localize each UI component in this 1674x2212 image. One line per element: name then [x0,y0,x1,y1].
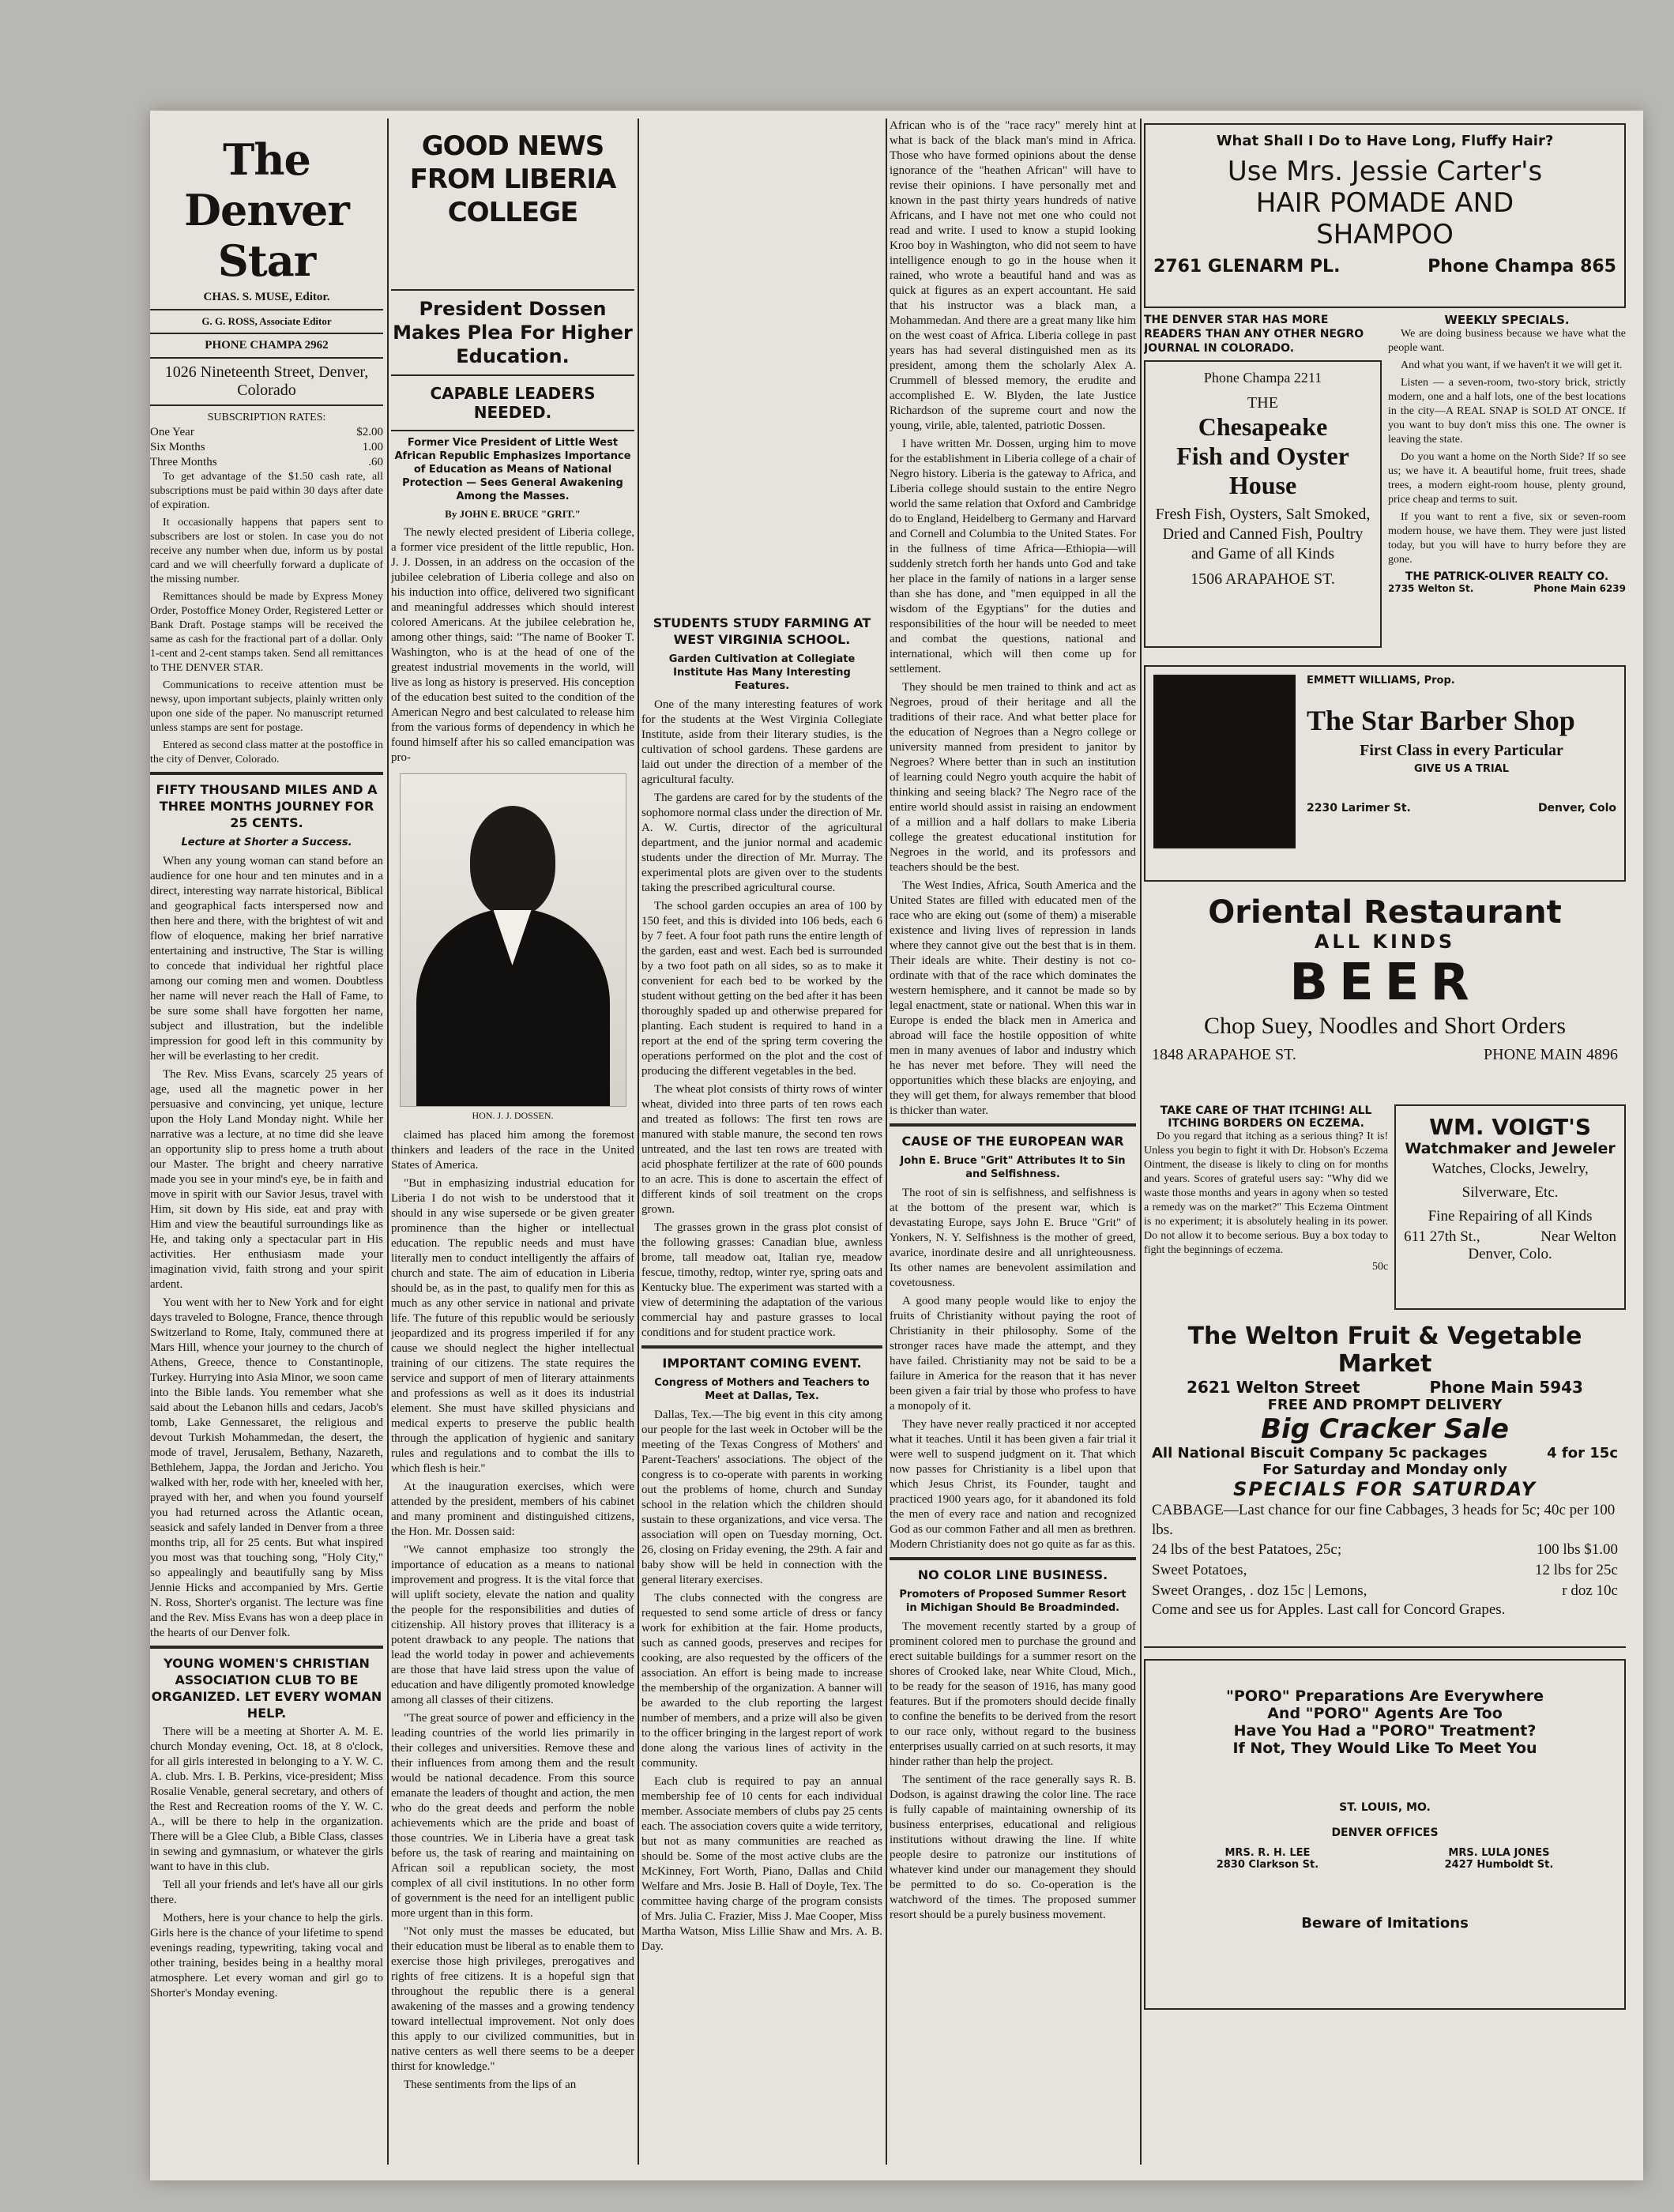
wv-para: The grasses grown in the grass plot consist of the following grasses: Canadian blue, awnless brome, tall meadow oat, Italian rye, meadow fescue, timothy, redtop, winter rye, spring oats and Kentucky blue. The experiment was started with a view of determining the adaptation of the various commercial hay and pasture grasses to local conditions and for student practice work. [641,1221,882,1339]
liberia-para: claimed has placed him among the foremost thinkers and leaders of the race in the United States of America. [391,1129,634,1172]
weekly-para: Listen — a seven-room, two-story brick, strictly modern, one and a half lots, one of the best locations in the city—A REAL SNAP is SOLD AT ONCE. If you want to buy don't miss this one. The owner is leaving the state. [1388,377,1626,446]
column-rule [638,118,639,2165]
weekly-title: WEEKLY SPECIALS. [1444,313,1570,327]
event-headline: IMPORTANT COMING EVENT. [662,1356,862,1371]
poro-line4: If Not, They Would Like To Meet You [1232,1740,1537,1757]
liberia-headline: GOOD NEWS FROM LIBERIA COLLEGE [409,130,616,228]
weekly-para: And what you want, if we haven't it we will get it. [1401,359,1623,371]
welton-cabbage: CABBAGE—Last chance for our fine Cabbages, 3 heads for 5c; 40c per 100 lbs. [1152,1502,1616,1538]
oriental-beer: BEER [1289,954,1480,1012]
barber-owner: EMMETT WILLIAMS, Prop. [1307,675,1455,687]
editor-line: CHAS. S. MUSE, Editor. [203,291,330,303]
voigt-city: Denver, Colo. [1468,1246,1552,1262]
liberia-para: At the inauguration exercises, which were attended by the president, members of his cabinet and many prominent and distinguished citizens, the Hon. Mr. Dossen said: [391,1480,634,1538]
voigt-line1: Watches, Clocks, Jewelry, [1431,1161,1589,1177]
carter-product: Use Mrs. Jessie Carter's [1227,156,1543,187]
poro-offices: DENVER OFFICES [1331,1826,1439,1839]
welton-name: The Welton Fruit & Vegetable Market [1187,1322,1582,1378]
fifty-para: You went with her to New York and for eight days traveled to Bologne, France, thence through Switzerland to Rome, Italy, communed there at Mars Hill, whence your journey to the church of Athens, Greece, thence to Constantinople, Turkey. Hurrying into Asia Minor, we soon came into the Bible lands. You remember what she said about the Lebanon hills and cedars, Jacob's tomb, Lake Gennessaret, the religious and devout Turkish Mohammedan, the desert, the mode of travel, Jerusalem, Bethany, Nazareth, Bethlehem, Jappa, the Jordan and Jericho. You walked with her, rode with her, kneeled with her, prayed with her, and when you found yourself you had returned across the Atlantic ocean, seasick and safely landed in Denver from a three months trip, all for 25 cents. But what inspired you most was that touching song, "Holy City," so appealingly and beautifully sang by Miss Jennie Hicks and accompanied by Mrs. Gertie N. Ross, Shorter's organist. The lecture was fine and the Rev. Miss Evans has won a deep place in the hearts of our Denver folk. [150,1296,383,1639]
readers-notice: THE DENVER STAR HAS MORE READERS THAN ANY OTHER NEGRO JOURNAL IN COLORADO. [1144,314,1364,355]
race-para: The West Indies, Africa, South America and the United States are filled with educated men of the race who are eking out (some of them) a miserable existence and living lives of repression in lands where they cannot give out the best that is in them. Their ideals are white. Their destiny is not co-ordinate with that of the race which dominates the western hemisphere, and it cannot be made so by legal enactment, state or national. When this war in Europe is ended the black men in America and abroad will face the hostile opposition of white men in many avenues of labor and industry which he has never met before. They will need the opportunities which these blacks are enjoying, and they will get them, for always remember that blood is thicker than water. [890,879,1136,1117]
voigt-near: Near Welton [1540,1228,1616,1245]
weekly-phone: Phone Main 6239 [1533,583,1626,594]
notice-cash: To get advantage of the $1.50 cash rate, all subscriptions must be paid within 30 days after date of expiration. [150,471,383,511]
portrait-caption: HON. J. J. DOSSEN. [472,1110,554,1121]
chesapeake-name3: House [1228,471,1297,499]
chesapeake-the: THE [1247,394,1278,412]
welton-item: Sweet Oranges, . doz 15c | Lemons, r doz 10c [1152,1582,1618,1599]
ads-column [1144,118,1626,2165]
poro-line2: And "PORO" Agents Are Too [1267,1705,1503,1722]
poro-agent2-address: 2427 Humboldt St. [1444,1859,1554,1871]
ywca-para: Tell all your friends and let's have all our girls there. [150,1879,383,1906]
wv-para: The gardens are cared for by the students of the sophomore normal class under the direction of Mr. A. W. Curtis, director of the agricultural department, and the junior normal and academic students under the direction of Mr. Murray. The experimental plots are given over to the students taking the prescribed agricultural course. [641,792,882,894]
rate-row: Three Months .60 [150,456,383,468]
poro-agent1: MRS. R. H. LEE [1224,1847,1311,1859]
liberia-para: "Not only must the masses be educated, but their education must be liberal as to enable them to exercise those high privileges, prerogatives and rights of free citizens. It is a hopeful sign that throughout the republic there is a general awakening of the masses and a growing tendency toward intellectual improvement. Not only does this apply to our civilized communities, but in native centers as well there seems to be a deeper thirst for knowledge." [391,1925,634,2073]
wv-para: The wheat plot consists of thirty rows of winter wheat, divided into three parts of ten rows each and treated as follows: The first ten rows are manured with stable manure, the second ten rows untreated, and the last ten rows are treated with acid phosphate fertilizer at the rate of 600 pounds to an acre. This is done to ascertain the effect of different kinds of soil treatment on the crops grown. [641,1083,882,1216]
dossen-portrait [400,773,626,1107]
oriental-address: 1848 ARAPAHOE ST. [1152,1046,1296,1063]
eczema-price: 50c [1371,1261,1389,1273]
fifty-headline: FIFTY THOUSAND MILES AND A THREE MONTHS JOURNEY FOR 25 CENTS. [156,782,378,830]
wv-para: One of the many interesting features of work for the students at the West Virginia Collegiate Institute, aside from their literary studies, is the cultivation of school gardens. These gardens are laid out under the direction of a member of the agricultural faculty. [641,698,882,786]
column-rule [1140,118,1142,2165]
wv-headline: STUDENTS STUDY FARMING AT WEST VIRGINIA SCHOOL. [653,615,871,647]
welton-nbc-when: For Saturday and Monday only [1262,1462,1507,1478]
voigt-line2: Silverware, Etc. [1461,1184,1559,1201]
war-headline: CAUSE OF THE EUROPEAN WAR [901,1134,1124,1149]
column-4 [890,118,1136,2165]
ad-voigt [1394,1104,1626,1310]
oriental-name: Oriental Restaurant [1208,894,1562,931]
column-2 [391,118,634,2165]
welton-address: 2621 Welton Street [1187,1378,1360,1397]
ywca-para: Mothers, here is your chance to help the girls. Girls here is the chance of your lifetime to spend evenings reading, typewriting, taking vocal and other training, besides being in a healthy moral atmosphere. Let every woman and girl go to Shorter's Monday evening. [150,1912,383,1999]
voigt-line3: Fine Repairing of all Kinds [1428,1208,1593,1224]
associate-line: G. G. ROSS, Associate Editor [201,315,332,327]
chesapeake-address: 1506 ARAPAHOE ST. [1191,570,1335,588]
column-3 [641,118,882,2165]
poro-beware: Beware of Imitations [1301,1915,1469,1932]
rate-row: One Year $2.00 [150,426,383,438]
weekly-para: If you want to rent a five, six or seven-room modern house, we have them. They were just listed today, but you will have to hurry before they are gone. [1388,511,1626,566]
welton-item: Sweet Potatoes, 12 lbs for 25c [1152,1562,1618,1578]
poro-line1: "PORO" Preparations Are Everywhere [1226,1687,1544,1705]
voigt-address: 611 27th St., [1404,1228,1480,1245]
liberia-para: "The great source of power and efficiency in the leading countries of the world lies primarily in their colleges and universities. Remove these and their influences from among them and the result would be national decadence. From this source emanate the leaders of thought and action, the men who do the great deeds and perform the noble achievements which are the pride and boast of those countries. We in Liberia have a great task before us, the task of rearing and maintaining on African soil a republican society, the most complex of all civil institutions. In no other form of government is the need for an intelligent public more urgent than in this form. [391,1712,634,1920]
chesapeake-body: Fresh Fish, Oysters, Salt Smoked, Dried and Canned Fish, Poultry and Game of all Kinds [1155,506,1371,562]
ywca-para: There will be a meeting at Shorter A. M. E. church Monday evening, Oct. 18, at 8 o'clock, for all girls interested in belonging to a Y. W. C. A. club. Mrs. I. B. Perkins, vice-president; Miss Rosalie Venable, general secretary, and others of the Rest and Recreation rooms of the Y. W. C. A., will be there to help in the organization. There will be a Glee Club, a Bible Class, classes in sewing and gymnasium, or whatever the girls want to have in this club. [150,1725,383,1873]
column-1 [150,118,383,2165]
colorline-deck: Promoters of Proposed Summer Resort in Michigan Should Be Broadminded. [899,1589,1127,1614]
masthead-title: The Denver Star [184,134,349,286]
poro-line3: Have You Had a "PORO" Treatment? [1233,1722,1537,1740]
welton-item: 24 lbs of the best Patatoes, 25c; 100 lbs $1.00 [1152,1541,1618,1558]
barber-tag: First Class in every Particular [1360,742,1563,759]
oriental-tag: Chop Suey, Noodles and Short Orders [1203,1013,1566,1039]
poro-agent1-address: 2830 Clarkson St. [1216,1859,1319,1871]
voigt-trade: Watchmaker and Jeweler [1405,1140,1616,1157]
liberia-deck2: CAPABLE LEADERS NEEDED. [430,384,596,422]
wv-deck: Garden Cultivation at Collegiate Institute Has Many Interesting Features. [668,653,856,692]
ywca-headline: YOUNG WOMEN'S CHRISTIAN ASSOCIATION CLUB TO BE ORGANIZED. LET EVERY WOMAN HELP. [151,1656,382,1721]
liberia-para: "But in emphasizing industrial education for Liberia I do not wish to be understood that it should in any wise supersede or be given greater prominence than the higher or intellectual education. The republic needs and must have literally men to conduct intelligently the affairs of church and state. The aim of education in Liberia should be, as in the past, to qualify men for this as much as any other service in national and private life. The future of this republic would be seriously jeopardized and its progress imperiled if for any cause we should neglect the higher intellectual training of our citizens. The state requires the service and support of men of literary attainments and professions as well as it does its industrial element. She must have skilled physicians and medical experts to preserve the public health through the application of hygienic and sanitary rules and regulations and to combat the ills to which flesh is heir." [391,1177,634,1475]
liberia-para: "We cannot emphasize too strongly the importance of education as a means to national improvement and progress. It is the vital force that will uplift society, elevate the nation and quality the people for the responsibilities and duties of citizenship. All history proves that illiteracy is a potent drawback to any people. The nations that lead the world today in power and achievements are those that have laid stress upon the value of education and have diligently promoted knowledge among all classes of their citizens. [391,1544,634,1706]
ad-oriental [1144,886,1626,1100]
weekly-firm: THE PATRICK-OLIVER REALTY CO. [1405,570,1609,583]
event-para: Dallas, Tex.—The big event in this city among our people for the last week in October will be the meeting of the Texas Congress of Mothers' and Parent-Teachers' associations. The object of the congress is to co-operate with parents in working out the problems of home, church and Sunday school in the relation which the children should sustain to these organizations, and vice versa. The association will open on Tuesday morning, Oct. 26, closing on Friday evening, the 29th. A fair and baby show will be held in connection with the general literary exercises. [641,1409,882,1586]
colorline-headline: NO COLOR LINE BUSINESS. [917,1567,1108,1582]
fifty-para: The Rev. Miss Evans, scarcely 25 years of age, used all the magnetic power in her persuasive and convincing, yet unique, lecture upon the Holy Land Monday night. While her narrative was a lecture, at no time did she leave an opportunity slip to press home a truth about our Master. The bright and cheery narrative made you see in your mind's eye, be in faith and move in spirit with our Savior Jesus, travel with Him, sit down by His side, eat and pray with Him and view the beautiful surroundings like as He, and taking only a spectacular part in His activities. Her enthusiasm made your imagination vivid, faith strong and your spirit ardent. [150,1068,383,1291]
race-para: They should be men trained to think and act as Negroes, proud of their heritage and all the traditions of their race. And what better place for the education of Negroes than a Negro college or university manned from president to janitor by Negroes? Where better than in such an institution of learning could Negro youth acquire the habit of thinking and seeing black? The Negro race of the entire world should assist in raising an endowment of a million and a half dollars to make Liberia college the greatest educational institution for Negroes in the world, and its professors and teachers should be the best. [890,681,1136,874]
war-deck: John E. Bruce "Grit" Attributes It to Sin and Selfishness. [900,1155,1126,1180]
notice-comms: Communications to receive attention must be newsy, upon important subjects, plainly written only upon one side of the paper. No manuscript returned unless stamps are sent for postage. [150,679,383,734]
ad-carter-hair [1144,123,1626,308]
race-para: African who is of the "race racy" merely hint at what is back of the black man's mind in Africa. Those who have formed opinions about the dense ignorance of the "heathen African" will have to revise their opinions. I have personally met and known in the past thirty years hundreds of native Africans, and I have not met one who could not read and write. I used to know a stupid looking Kroo boy in Washington, who did not seem to have intelligence enough to go in the house when it rained, who wrote a beautiful hand and was as quick at figures as an expert accountant. He said that his instructor was a black man, a Mohammedan. And there are a great many like him on the west coast of Africa. Liberia college in past years has had several distinguished men as its president, among them the scholarly Alex A. Crummell of blessed memory, the erudite and accomplished E. W. Blyden, the late Justice Richardson of the supreme court and now the young, virile, able, talented, patriotic Dossen. [890,119,1136,432]
address-line: 1026 Nineteenth Street, Denver, Colorado [164,363,369,399]
fifty-para: When any young woman can stand before an audience for one hour and ten minutes and in a direct, interesting way narrate historical, Biblical and geographical facts interspersed now and then here and there, with the brightest of wit and flow of eloquence, making her brief narrative entertaining and instructive, The Star is willing to concede that individual her rightful place among our coming men and women. Doubtless her name will never reach the Hall of Fame, to be sure some shall have forgotten her name, subject and illustration, but the indelible impression for good left in this community by her will be everlasting to her credit. [150,855,383,1063]
welton-specials: SPECIALS FOR SATURDAY [1233,1478,1537,1500]
notice-entered: Entered as second class matter at the postoffice in the city of Denver, Colorado. [150,739,383,766]
carter-phone: Phone Champa 865 [1428,257,1616,276]
barber-address: 2230 Larimer St. [1307,802,1411,814]
poro-agent2: MRS. LULA JONES [1448,1847,1550,1859]
war-para: A good many people would like to enjoy the fruits of Christianity without paying the root of Christianity in their philosophy. Some of the stronger races have made the attempt, and they have failed. Christianity may not be said to be a failure in America for the reason that it has never been given a fair trial by those who profess to have a monopoly of it. [890,1295,1136,1413]
barber-city: Denver, Colo [1537,802,1616,814]
colorline-para: The movement recently started by a group of prominent colored men to purchase the ground and erect suitable buildings for a summer resort on the shores of Crooked lake, near White Cloud, Mich., to be ready for the season of 1916, has many good features. But if the promoters should decide finally to confine the benefits to be derived from the resort to our race only, without regard to the business enterprises usually carried on at such resorts, it may hinder rather than help the project. [890,1620,1136,1768]
welton-nbc-price: 4 for 15c [1547,1445,1618,1462]
liberia-byline: By JOHN E. BRUCE "GRIT." [445,508,581,520]
voigt-name: WM. VOIGT'S [1429,1114,1591,1140]
column-rule [886,118,887,2165]
eczema-body: Do you regard that itching as a serious thing? It is! Unless you begin to fight it with Dr. Hobson's Eczema Ointment, the disease is likely to cling on for months and years. Scores of grateful users say: "Why did we waste those months and years in agony when so tested a remedy was on the market?" This Eczema Ointment is no experiment; it is absolutely healing in its power. Do not allow it to become serious. Buy a box today to fight the beginnings of eczema. [1144,1130,1389,1256]
ad-poro [1144,1659,1626,2010]
rate-row: Six Months 1.00 [150,441,383,453]
chesapeake-phone: Phone Champa 2211 [1203,370,1322,386]
war-para: The root of sin is selfishness, and selfishness is at the bottom of the present war, which is devastating Europe, says John E. Bruce "Grit" of Yonkers, N. Y. Selfishness is the mother of greed, avarice, inordinate desire and all unrighteousness. Its other names are benevolent assimilation and covetousness. [890,1187,1136,1289]
carter-address: 2761 GLENARM PL. [1153,257,1341,276]
welton-phone: Phone Main 5943 [1429,1378,1583,1397]
race-para: I have written Mr. Dossen, urging him to move for the establishment in Liberia college of a chair of Negro history. Liberia is the gateway to Africa, and Liberia college should sustain to the entire Negro world the same relation that Oxford and Cambridge do to England, Heidelberg to Germany and Harvard and Cornell and Columbia to the United States. For in the fullness of time Africa—Ethiopia—will suddenly stretch forth her hands unto God and take her place in the family of nations in a larger sense than she has done, and "men equipped in all the wisdom of the Egyptians" for the duties and responsibilities of the hour will be needed to meet and combat the questions, national and international, which will then come up for settlement. [890,438,1136,675]
weekly-para: We are doing business because we have what the people want. [1388,328,1626,354]
welton-nbc: All National Biscuit Company 5c packages [1152,1445,1488,1462]
welton-footer: Come and see us for Apples. Last call for Concord Grapes. [1152,1601,1506,1618]
liberia-para: The newly elected president of Liberia college, a former vice president of the little republic, Hon. J. J. Dossen, in an address on the occasion of the jubilee celebration of Liberia college and also on his induction into office, delivered two significant and meaningful addresses which should interest colored Americans. At the jubilee celebration he, among other things, said: "The name of Booker T. Washington, who is at the head of one of the greatest industrial movements in the world, will live as long as history is preserved. His conception of the education best suited to the condition of the American Negro and best calculated to release him from the various forms of dependency in which he found himself after his so called emancipation was pro- [391,526,634,764]
rates-title: SUBSCRIPTION RATES: [207,412,326,423]
wv-para: The school garden occupies an area of 100 by 150 feet, and this is divided into 106 beds, each 6 by 7 feet. A four foot path runs the entire length of the garden, east and west. Each bed is surrounded by a two foot path on all sides, so as to make it convenient for each bed to be worked by the student without getting on the bed after it has been thoroughly spaded up and otherwise prepared for planting. Each student is required to hand in a report at the end of the spring term covering the operations performed on the plot and the cost of producing the different vegetables in the bed. [641,900,882,1078]
liberia-deck1: President Dossen Makes Plea For Higher Education. [393,298,633,367]
oriental-all: ALL KINDS [1314,931,1456,953]
weekly-para: Do you want a home on the North Side? If so see us; we have it. A beautiful home, fruit trees, shade trees, a modern eight-room house, plenty ground, price cheap and terms to suit. [1388,451,1626,506]
liberia-para: These sentiments from the lips of an [404,2078,577,2091]
fifty-deck: Lecture at Shorter a Success. [181,837,352,848]
event-para: Each club is required to pay an annual membership fee of 10 cents for each individual member. Associate members of clubs pay 25 cents each. The association covers quite a wide territory, but not as many communities are reached as should be. Some of the most active clubs are the McKinney, Fort Worth, Piano, Dallas and Child Welfare and Mrs. Josie B. Hall of Doyle, Tex. The committee having charge of the program consists of Mrs. Julia C. Frazier, Miss J. Mae Cooper, Miss Martha Watson, Miss Lillie Shaw and Mrs. A. B. Day. [641,1775,882,1953]
oriental-phone: PHONE MAIN 4896 [1484,1046,1618,1063]
notice-lost: It occasionally happens that papers sent to subscribers are lost or stolen. In case you do not receive any number when due, inform us by postal card and we will cheerfully forward a duplicate of the missing number. [150,517,383,585]
newspaper-page [150,111,1643,2180]
poro-city: ST. LOUIS, MO. [1339,1801,1431,1814]
phone-line: PHONE CHAMPA 2962 [205,339,329,352]
notice-remit: Remittances should be made by Express Money Order, Postoffice Money Order, Registered Letter or Bank Draft. Postage stamps will be received the same as cash for the fractional part of a dollar. Only 1-cent and 2-cent stamps taken. Send all remittances to THE DENVER STAR. [150,591,383,674]
event-deck: Congress of Mothers and Teachers to Meet at Dallas, Tex. [654,1377,870,1402]
welton-delivery: FREE AND PROMPT DELIVERY [1267,1397,1503,1413]
chesapeake-name: Chesapeake [1198,412,1328,441]
barber-name: The Star Barber Shop [1307,705,1575,736]
ad-barber [1144,665,1626,882]
weekly-address: 2735 Welton St. [1388,583,1474,594]
carter-shampoo: SHAMPOO [1316,219,1454,250]
eczema-title: TAKE CARE OF THAT ITCHING! ALL ITCHING BORDERS ON ECZEMA. [1160,1104,1372,1130]
column-rule [387,118,389,2165]
ad-chesapeake [1144,360,1382,648]
chesapeake-name2: Fish and Oyster [1176,442,1349,470]
event-para: The clubs connected with the congress are requested to send some article of dress or fancy work for exhibition at the fair. Home products, such as canned goods, preserves and recipes for cooking, are also requested by the officers of the association. An effort is being made to increase the membership of the organization. A banner will be awarded to the club reporting the largest number of members, and a prize will also be given to the officer bringing in the largest report of work done along the various lines of activity in the community. [641,1592,882,1770]
welton-sale: Big Cracker Sale [1261,1413,1509,1445]
colorline-para: The sentiment of the race generally says R. B. Dodson, is against drawing the color line. The race is fully capable of maintaining ownership of its business enterprises, educational and religious institutions without drawing the line. If white people desire to patronize our institutions of whatever kind under our management they should be permitted to do so. Co-operation is the watchword of the times. The proposed summer resort should be a purely business movement. [890,1774,1136,1921]
war-para: They have never really practiced it nor accepted what it teaches. Until it has been given a fair trial it were well to suspend judgment on it. That which now passes for Christianity is a libel upon that which Jesus Christ, its Founder, taught and practiced 1900 years ago, for it abandoned its fold the men of every race and nation and recognized God as our common Father and all men as brethren. Modern Christianity does not go quite as far as this. [890,1418,1136,1551]
liberia-deck3: Former Vice President of Little West African Republic Emphasizes Importance of Education as Means of National Protection — Sees General Awakening Among the Masses. [394,437,631,502]
barber-photo [1153,675,1296,848]
carter-question: What Shall I Do to Have Long, Fluffy Hair? [1216,133,1554,149]
ad-welton-market [1144,1315,1626,1648]
carter-pomade: HAIR POMADE AND [1255,187,1514,219]
barber-trial: GIVE US A TRIAL [1413,763,1510,775]
